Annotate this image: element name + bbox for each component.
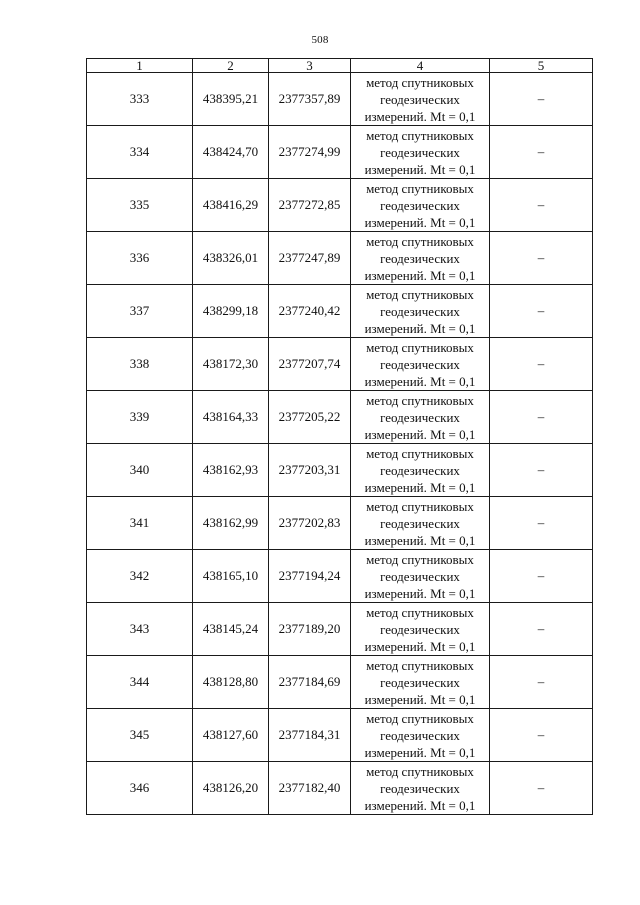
y-coordinate-cell: 2377194,24 bbox=[269, 550, 351, 603]
method-cell bbox=[351, 762, 490, 815]
y-coordinate-cell: 2377184,69 bbox=[269, 656, 351, 709]
y-coordinate-cell: 2377207,74 bbox=[269, 338, 351, 391]
x-coordinate-cell: 438162,99 bbox=[193, 497, 269, 550]
method-line: метод спутниковых bbox=[366, 710, 474, 726]
method-cell bbox=[351, 126, 490, 179]
method-cell bbox=[351, 232, 490, 285]
y-coordinate-cell: 2377202,83 bbox=[269, 497, 351, 550]
note-cell: – bbox=[490, 497, 593, 550]
method-line: геодезических bbox=[380, 674, 460, 690]
method-line: измерений. Mt = 0,1 bbox=[364, 638, 476, 654]
x-coordinate-cell: 438395,21 bbox=[193, 73, 269, 126]
method-cell bbox=[351, 497, 490, 550]
method-line: метод спутниковых bbox=[366, 286, 474, 302]
point-number-cell: 345 bbox=[87, 709, 193, 762]
method-line: геодезических bbox=[380, 409, 460, 425]
method-line: метод спутниковых bbox=[366, 498, 474, 514]
method-line: метод спутниковых bbox=[366, 392, 474, 408]
x-coordinate-cell: 438165,10 bbox=[193, 550, 269, 603]
method-line: метод спутниковых bbox=[366, 233, 474, 249]
method-line: метод спутниковых bbox=[366, 763, 474, 779]
y-coordinate-cell: 2377357,89 bbox=[269, 73, 351, 126]
method-line: метод спутниковых bbox=[366, 445, 474, 461]
point-number-cell: 339 bbox=[87, 391, 193, 444]
point-number-cell: 337 bbox=[87, 285, 193, 338]
method-cell bbox=[351, 709, 490, 762]
method-line: измерений. Mt = 0,1 bbox=[364, 214, 476, 230]
table-row bbox=[87, 73, 593, 126]
method-cell bbox=[351, 73, 490, 126]
page-number: 508 bbox=[311, 34, 329, 46]
method-cell bbox=[351, 179, 490, 232]
method-line: геодезических bbox=[380, 780, 460, 796]
table-row bbox=[87, 179, 593, 232]
x-coordinate-cell: 438416,29 bbox=[193, 179, 269, 232]
method-line: измерений. Mt = 0,1 bbox=[364, 532, 476, 548]
method-line: метод спутниковых bbox=[366, 339, 474, 355]
coordinates-table bbox=[86, 58, 593, 815]
x-coordinate-cell: 438172,30 bbox=[193, 338, 269, 391]
method-cell bbox=[351, 338, 490, 391]
method-line: геодезических bbox=[380, 197, 460, 213]
point-number-cell: 335 bbox=[87, 179, 193, 232]
method-line: геодезических bbox=[380, 250, 460, 266]
table-row bbox=[87, 232, 593, 285]
note-cell: – bbox=[490, 338, 593, 391]
x-coordinate-cell: 438127,60 bbox=[193, 709, 269, 762]
y-coordinate-cell: 2377274,99 bbox=[269, 126, 351, 179]
x-coordinate-cell: 438299,18 bbox=[193, 285, 269, 338]
x-coordinate-cell: 438162,93 bbox=[193, 444, 269, 497]
note-cell: – bbox=[490, 73, 593, 126]
method-line: метод спутниковых bbox=[366, 180, 474, 196]
note-cell: – bbox=[490, 232, 593, 285]
table-row bbox=[87, 126, 593, 179]
x-coordinate-cell: 438424,70 bbox=[193, 126, 269, 179]
method-line: измерений. Mt = 0,1 bbox=[364, 161, 476, 177]
method-cell bbox=[351, 285, 490, 338]
note-cell: – bbox=[490, 656, 593, 709]
point-number-cell: 336 bbox=[87, 232, 193, 285]
y-coordinate-cell: 2377247,89 bbox=[269, 232, 351, 285]
point-number-cell: 343 bbox=[87, 603, 193, 656]
method-cell bbox=[351, 391, 490, 444]
point-number-cell: 338 bbox=[87, 338, 193, 391]
header-col-2: 2 bbox=[193, 59, 269, 73]
y-coordinate-cell: 2377203,31 bbox=[269, 444, 351, 497]
y-coordinate-cell: 2377182,40 bbox=[269, 762, 351, 815]
header-col-1: 1 bbox=[87, 59, 193, 73]
table-row bbox=[87, 285, 593, 338]
method-line: измерений. Mt = 0,1 bbox=[364, 108, 476, 124]
note-cell: – bbox=[490, 179, 593, 232]
y-coordinate-cell: 2377240,42 bbox=[269, 285, 351, 338]
method-cell bbox=[351, 550, 490, 603]
method-line: измерений. Mt = 0,1 bbox=[364, 267, 476, 283]
point-number-cell: 334 bbox=[87, 126, 193, 179]
note-cell: – bbox=[490, 285, 593, 338]
note-cell: – bbox=[490, 126, 593, 179]
x-coordinate-cell: 438164,33 bbox=[193, 391, 269, 444]
point-number-cell: 341 bbox=[87, 497, 193, 550]
note-cell: – bbox=[490, 391, 593, 444]
header-row bbox=[87, 59, 593, 73]
x-coordinate-cell: 438128,80 bbox=[193, 656, 269, 709]
header-col-3: 3 bbox=[269, 59, 351, 73]
method-cell bbox=[351, 656, 490, 709]
header-col-4: 4 bbox=[351, 59, 490, 73]
method-cell bbox=[351, 603, 490, 656]
method-line: геодезических bbox=[380, 568, 460, 584]
method-line: геодезических bbox=[380, 515, 460, 531]
point-number-cell: 340 bbox=[87, 444, 193, 497]
y-coordinate-cell: 2377189,20 bbox=[269, 603, 351, 656]
method-line: измерений. Mt = 0,1 bbox=[364, 320, 476, 336]
table-row bbox=[87, 444, 593, 497]
table-row bbox=[87, 391, 593, 444]
note-cell: – bbox=[490, 709, 593, 762]
note-cell: – bbox=[490, 603, 593, 656]
header-col-5: 5 bbox=[490, 59, 593, 73]
method-line: метод спутниковых bbox=[366, 127, 474, 143]
method-line: измерений. Mt = 0,1 bbox=[364, 426, 476, 442]
x-coordinate-cell: 438326,01 bbox=[193, 232, 269, 285]
y-coordinate-cell: 2377272,85 bbox=[269, 179, 351, 232]
table-body bbox=[87, 73, 593, 815]
point-number-cell: 346 bbox=[87, 762, 193, 815]
method-line: метод спутниковых bbox=[366, 74, 474, 90]
method-line: измерений. Mt = 0,1 bbox=[364, 691, 476, 707]
table-row bbox=[87, 550, 593, 603]
table-header bbox=[87, 59, 593, 73]
table-row bbox=[87, 603, 593, 656]
point-number-cell: 344 bbox=[87, 656, 193, 709]
method-line: геодезических bbox=[380, 621, 460, 637]
method-line: измерений. Mt = 0,1 bbox=[364, 373, 476, 389]
method-line: измерений. Mt = 0,1 bbox=[364, 744, 476, 760]
y-coordinate-cell: 2377184,31 bbox=[269, 709, 351, 762]
y-coordinate-cell: 2377205,22 bbox=[269, 391, 351, 444]
note-cell: – bbox=[490, 550, 593, 603]
method-line: измерений. Mt = 0,1 bbox=[364, 585, 476, 601]
table-row bbox=[87, 497, 593, 550]
x-coordinate-cell: 438145,24 bbox=[193, 603, 269, 656]
point-number-cell: 333 bbox=[87, 73, 193, 126]
table-row bbox=[87, 656, 593, 709]
method-line: геодезических bbox=[380, 144, 460, 160]
note-cell: – bbox=[490, 762, 593, 815]
point-number-cell: 342 bbox=[87, 550, 193, 603]
method-line: измерений. Mt = 0,1 bbox=[364, 479, 476, 495]
method-line: геодезических bbox=[380, 462, 460, 478]
method-line: геодезических bbox=[380, 303, 460, 319]
table-row bbox=[87, 762, 593, 815]
method-line: геодезических bbox=[380, 91, 460, 107]
method-line: метод спутниковых bbox=[366, 657, 474, 673]
table-row bbox=[87, 338, 593, 391]
note-cell: – bbox=[490, 444, 593, 497]
method-line: метод спутниковых bbox=[366, 604, 474, 620]
table-row bbox=[87, 709, 593, 762]
method-line: геодезических bbox=[380, 356, 460, 372]
method-line: измерений. Mt = 0,1 bbox=[364, 797, 476, 813]
x-coordinate-cell: 438126,20 bbox=[193, 762, 269, 815]
method-line: геодезических bbox=[380, 727, 460, 743]
method-line: метод спутниковых bbox=[366, 551, 474, 567]
method-cell bbox=[351, 444, 490, 497]
